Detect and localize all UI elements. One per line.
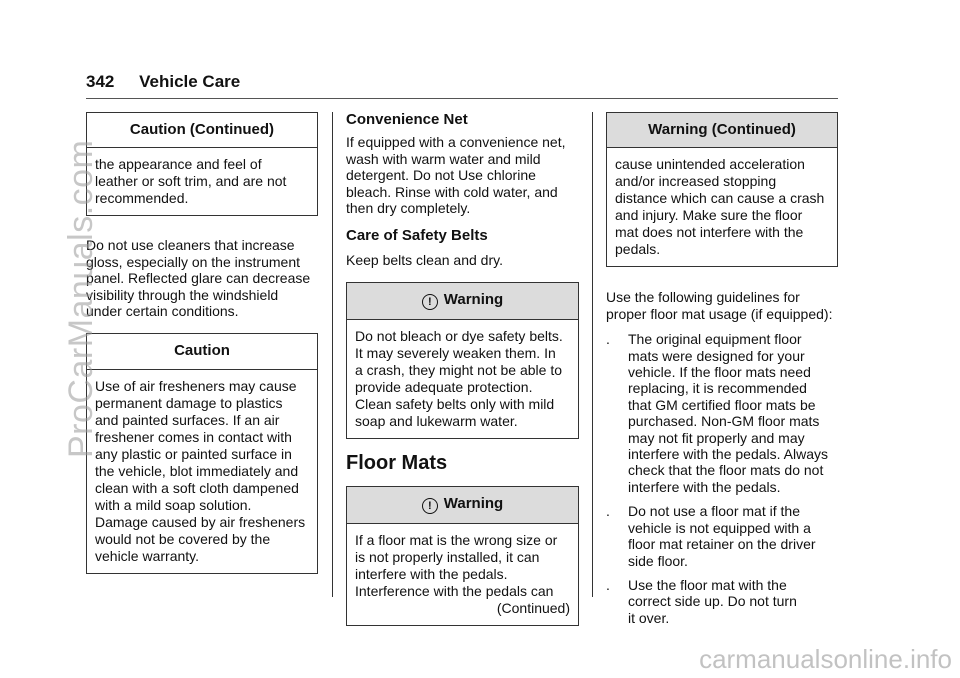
text-line: replacing, it is recommended <box>628 380 807 397</box>
list-item <box>606 331 838 495</box>
continued-label: (Continued) <box>496 599 570 616</box>
text-line: and injury. Make sure the floor <box>615 207 803 224</box>
text-line: detergent. Do not Use chlorine <box>346 167 536 184</box>
text-line: vehicle is not equipped with a <box>628 519 811 536</box>
list-item <box>606 503 838 569</box>
bullet-marker: . <box>606 331 610 348</box>
caution-continued-title: Caution (Continued) <box>87 113 317 148</box>
text-line: cause unintended acceleration <box>615 156 805 173</box>
text-line: recommended. <box>95 190 189 207</box>
caution-body <box>87 370 317 573</box>
text-line: wash with warm water and mild <box>346 150 541 167</box>
text-line: that GM certified floor mats be <box>628 396 816 413</box>
text-line: pedals. <box>615 241 661 258</box>
warning-floor-header <box>347 487 578 524</box>
text-line: Do not use cleaners that increase <box>86 237 295 254</box>
text-line: interfere with the pedals. <box>355 565 508 582</box>
text-line: the vehicle, blot immediately and <box>95 462 299 479</box>
text-line: distance which can cause a crash <box>615 190 825 207</box>
text-line: is not properly installed, it can <box>355 548 540 565</box>
text-line: floor mat retainer on the driver <box>628 536 816 553</box>
left-column <box>86 112 318 574</box>
text-line: leather or soft trim, and are not <box>95 173 287 190</box>
text-line: panel. Reflected glare can decrease <box>86 270 311 287</box>
text-line: check that the floor mats do not <box>628 462 824 479</box>
text-line: Clean safety belts only with mild <box>355 396 555 413</box>
convenience-net-paragraph <box>346 134 579 216</box>
column-divider-1 <box>332 112 333 597</box>
warning-belts-body <box>347 320 578 438</box>
floor-mats-heading: Floor Mats <box>346 452 448 475</box>
text-line: Do not use a floor mat if the <box>628 503 800 520</box>
right-column <box>606 112 838 634</box>
guidelines-list <box>606 331 838 626</box>
text-line: and/or increased stopping <box>615 173 777 190</box>
text-line: Do not bleach or dye safety belts. <box>355 328 563 345</box>
warning-belts-header <box>347 283 578 320</box>
text-line: bleach. Rinse with cold water, and <box>346 183 558 200</box>
bullet-marker: . <box>606 503 610 520</box>
header-rule <box>86 98 838 99</box>
text-line: purchased. Non-GM floor mats <box>628 413 820 430</box>
column-divider-2 <box>592 112 593 597</box>
section-title: Vehicle Care <box>139 72 241 91</box>
text-line: Damage caused by air fresheners <box>95 513 306 530</box>
text-line: then dry completely. <box>346 200 471 217</box>
text-line: It may severely weaken them. In <box>355 345 556 362</box>
warning-belts-box <box>346 282 579 439</box>
convenience-net-heading: Convenience Net <box>346 111 468 128</box>
warning-icon: ! <box>422 498 438 514</box>
warning-continued-title: Warning (Continued) <box>607 113 837 148</box>
text-line: under certain conditions. <box>86 303 239 320</box>
middle-column <box>346 112 579 626</box>
text-line: freshener comes in contact with <box>95 428 292 445</box>
text-line: the appearance and feel of <box>95 156 262 173</box>
text-line: Use the floor mat with the <box>628 576 787 593</box>
text-line: vehicle. If the floor mats need <box>628 364 811 381</box>
text-line: visibility through the windshield <box>86 286 279 303</box>
text-line: interfere with the pedals. <box>628 478 781 495</box>
safety-belts-text: Keep belts clean and dry. <box>346 251 503 268</box>
bullet-marker: . <box>606 576 610 593</box>
text-line: any plastic or painted surface in <box>95 445 292 462</box>
safety-belts-heading: Care of Safety Belts <box>346 227 488 245</box>
text-line: soap and lukewarm water. <box>355 413 518 430</box>
text-line: provide adequate protection. <box>355 379 533 396</box>
footer-watermark: carmanualsonline.info <box>699 644 952 674</box>
caution-continued-box <box>86 112 318 216</box>
text-line: Use of air fresheners may cause <box>95 377 297 394</box>
text-line: may not fit properly and may <box>628 429 805 446</box>
text-line: Interference with the pedals can <box>355 582 554 599</box>
text-line: The original equipment floor <box>628 331 802 348</box>
warning-floor-box <box>346 486 579 626</box>
caution-box <box>86 333 318 573</box>
text-line: mat does not interfere with the <box>615 224 804 241</box>
text-line: a crash, they might not be able to <box>355 362 563 379</box>
vertical-watermark: ProCarManuals.com <box>62 139 100 458</box>
page-number: 342 <box>86 72 115 91</box>
text-line: If a floor mat is the wrong size or <box>355 531 558 548</box>
warning-icon: ! <box>422 294 438 310</box>
text-line: proper floor mat usage (if equipped): <box>606 305 833 322</box>
text-line: correct side up. Do not turn <box>628 593 797 610</box>
text-line: would not be covered by the <box>95 530 271 547</box>
text-line: mats were designed for your <box>628 347 805 364</box>
caution-continued-body <box>87 148 317 215</box>
text-line: Use the following guidelines for <box>606 289 800 306</box>
text-line: vehicle warranty. <box>95 547 200 564</box>
list-item <box>606 577 838 626</box>
text-line: permanent damage to plastics <box>95 394 283 411</box>
warning-floor-body <box>347 524 578 625</box>
text-line: with a mild soap solution. <box>95 496 252 513</box>
warning-belts-title: Warning <box>443 291 504 309</box>
text-line: If equipped with a convenience net, <box>346 134 566 151</box>
guidelines-intro <box>606 289 838 322</box>
gloss-paragraph <box>86 237 318 319</box>
caution-title: Caution <box>87 334 317 369</box>
text-line: side floor. <box>628 552 688 569</box>
warning-continued-body <box>607 148 837 266</box>
text-line: and painted surfaces. If an air <box>95 411 280 428</box>
text-line: clean with a soft cloth dampened <box>95 479 299 496</box>
warning-floor-title: Warning <box>443 494 504 512</box>
page-header <box>86 72 240 92</box>
text-line: gloss, especially on the instrument <box>86 253 300 270</box>
warning-continued-box <box>606 112 838 267</box>
text-line: interfere with the pedals. Always <box>628 446 828 463</box>
text-line: it over. <box>628 609 670 626</box>
